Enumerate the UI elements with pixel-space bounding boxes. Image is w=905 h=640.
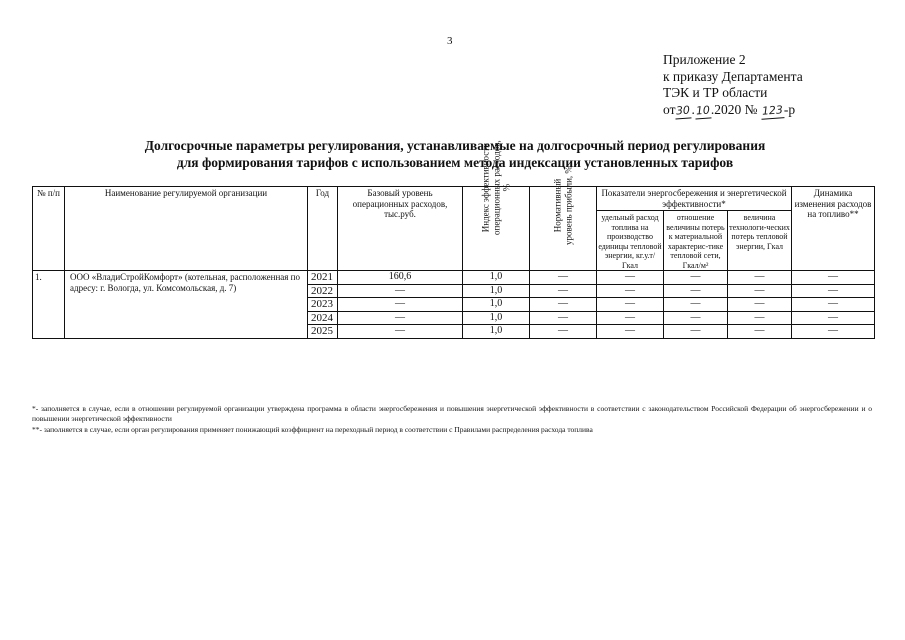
date-year: .2020 № [710, 101, 758, 117]
appendix-block [663, 52, 803, 119]
fuel-dynamics-cell: — [792, 311, 875, 325]
tech-losses-cell: — [728, 311, 792, 325]
header-energy-indicators: Показатели энергосбережения и энергетической эффективности* [597, 187, 792, 211]
row-number: 1. [33, 271, 65, 339]
loss-ratio-cell: — [664, 325, 728, 339]
header-technological-losses: величина технологи-ческих потерь тепловой энергии, Гкал [728, 211, 792, 271]
base-expenses-cell: — [338, 298, 463, 312]
appendix-line-2: к приказу Департамента [663, 68, 803, 84]
header-year: Год [308, 187, 338, 271]
handwritten-month: 10 [694, 103, 711, 119]
fuel-dynamics-cell: — [792, 284, 875, 298]
efficiency-index-cell: 1,0 [463, 311, 530, 325]
efficiency-index-cell: 1,0 [463, 325, 530, 339]
table-row [33, 271, 875, 285]
table-header-row [33, 187, 875, 211]
loss-ratio-cell: — [664, 271, 728, 285]
fuel-dynamics-cell: — [792, 298, 875, 312]
handwritten-order-number: 123 [760, 103, 784, 120]
efficiency-index-cell: 1,0 [463, 298, 530, 312]
handwritten-day: 30 [675, 103, 692, 119]
year-cell: 2021 [308, 271, 338, 285]
efficiency-index-cell: 1,0 [463, 271, 530, 285]
header-index-line-2: операционных расходов, [490, 139, 501, 235]
document-title [60, 137, 850, 171]
profit-cell: — [530, 284, 597, 298]
header-organization: Наименование регулируемой организации [65, 187, 308, 271]
header-num: № п/п [33, 187, 65, 271]
title-line-1: Долгосрочные параметры регулирования, устанавливаемые на долгосрочный период регулирования [144, 138, 766, 153]
efficiency-index-cell: 1,0 [463, 284, 530, 298]
profit-cell: — [530, 298, 597, 312]
appendix-line-3: ТЭК и ТР области [663, 85, 768, 100]
footnotes [32, 404, 872, 435]
header-profit-line-1: Нормативный [552, 178, 563, 233]
year-cell: 2023 [308, 298, 338, 312]
year-cell: 2022 [308, 284, 338, 298]
header-profit-level [530, 166, 597, 271]
tech-losses-cell: — [728, 271, 792, 285]
title-line-2: для формирования тарифов с использованием метода индексации установленных тарифов [176, 155, 734, 170]
footnote-fuel-coefficient: **- заполняется в случае, если орган регулирования применяет понижающий коэффициент на переходный период в соответствии с Правилами распределения расхода топлива [32, 425, 593, 434]
date-prefix: от [663, 101, 676, 117]
fuel-dynamics-cell: — [792, 325, 875, 339]
header-efficiency-index [463, 139, 530, 271]
fuel-dynamics-cell: — [792, 271, 875, 285]
header-loss-ratio: отношение величины потерь к материальной характерис-тике тепловой сети, Гкал/м² [664, 211, 728, 271]
loss-ratio-cell: — [664, 284, 728, 298]
specific-fuel-cell: — [597, 271, 664, 285]
header-base-expenses: Базовый уровень операционных расходов, тыс.руб. [338, 187, 463, 271]
specific-fuel-cell: — [597, 298, 664, 312]
organization-name: ООО «ВладиСтройКомфорт» (котельная, расположенная по адресу: г. Вологда, ул. Комсомольская, д. 7) [65, 271, 308, 339]
profit-cell: — [530, 325, 597, 339]
header-profit-line-2: уровень прибыли, % [563, 166, 573, 245]
specific-fuel-cell: — [597, 325, 664, 339]
base-expenses-cell: — [338, 325, 463, 339]
appendix-order-date: от30.10.2020 № 123-р [663, 102, 803, 119]
tech-losses-cell: — [728, 284, 792, 298]
header-index-line-3: % [501, 183, 512, 191]
specific-fuel-cell: — [597, 284, 664, 298]
year-cell: 2025 [308, 325, 338, 339]
header-fuel-dynamics: Динамика изменения расходов на топливо** [792, 187, 875, 271]
page-number: 3 [447, 35, 453, 47]
loss-ratio-cell: — [664, 298, 728, 312]
specific-fuel-cell: — [597, 311, 664, 325]
base-expenses-cell: 160,6 [338, 271, 463, 285]
order-number-suffix: -р [783, 101, 796, 117]
header-specific-fuel-consumption: удельный расход топлива на производство единицы тепловой энергии, кг.у.т/Гкал [597, 211, 664, 271]
profit-cell: — [530, 271, 597, 285]
profit-cell: — [530, 311, 597, 325]
base-expenses-cell: — [338, 311, 463, 325]
base-expenses-cell: — [338, 284, 463, 298]
footnote-energy-saving: *- заполняется в случае, если в отношении регулируемой организации утверждена программа в области энергосбережения и повышения энергетической эффективности в соответствии с законодательством Российской Федерации об энергосбережении и о повышении энергетической эффективности [32, 404, 872, 423]
header-index-line-1: Индекс эффективности [480, 142, 491, 232]
tech-losses-cell: — [728, 325, 792, 339]
year-cell: 2024 [308, 311, 338, 325]
loss-ratio-cell: — [664, 311, 728, 325]
tech-losses-cell: — [728, 298, 792, 312]
appendix-line-1: Приложение 2 [663, 52, 746, 67]
